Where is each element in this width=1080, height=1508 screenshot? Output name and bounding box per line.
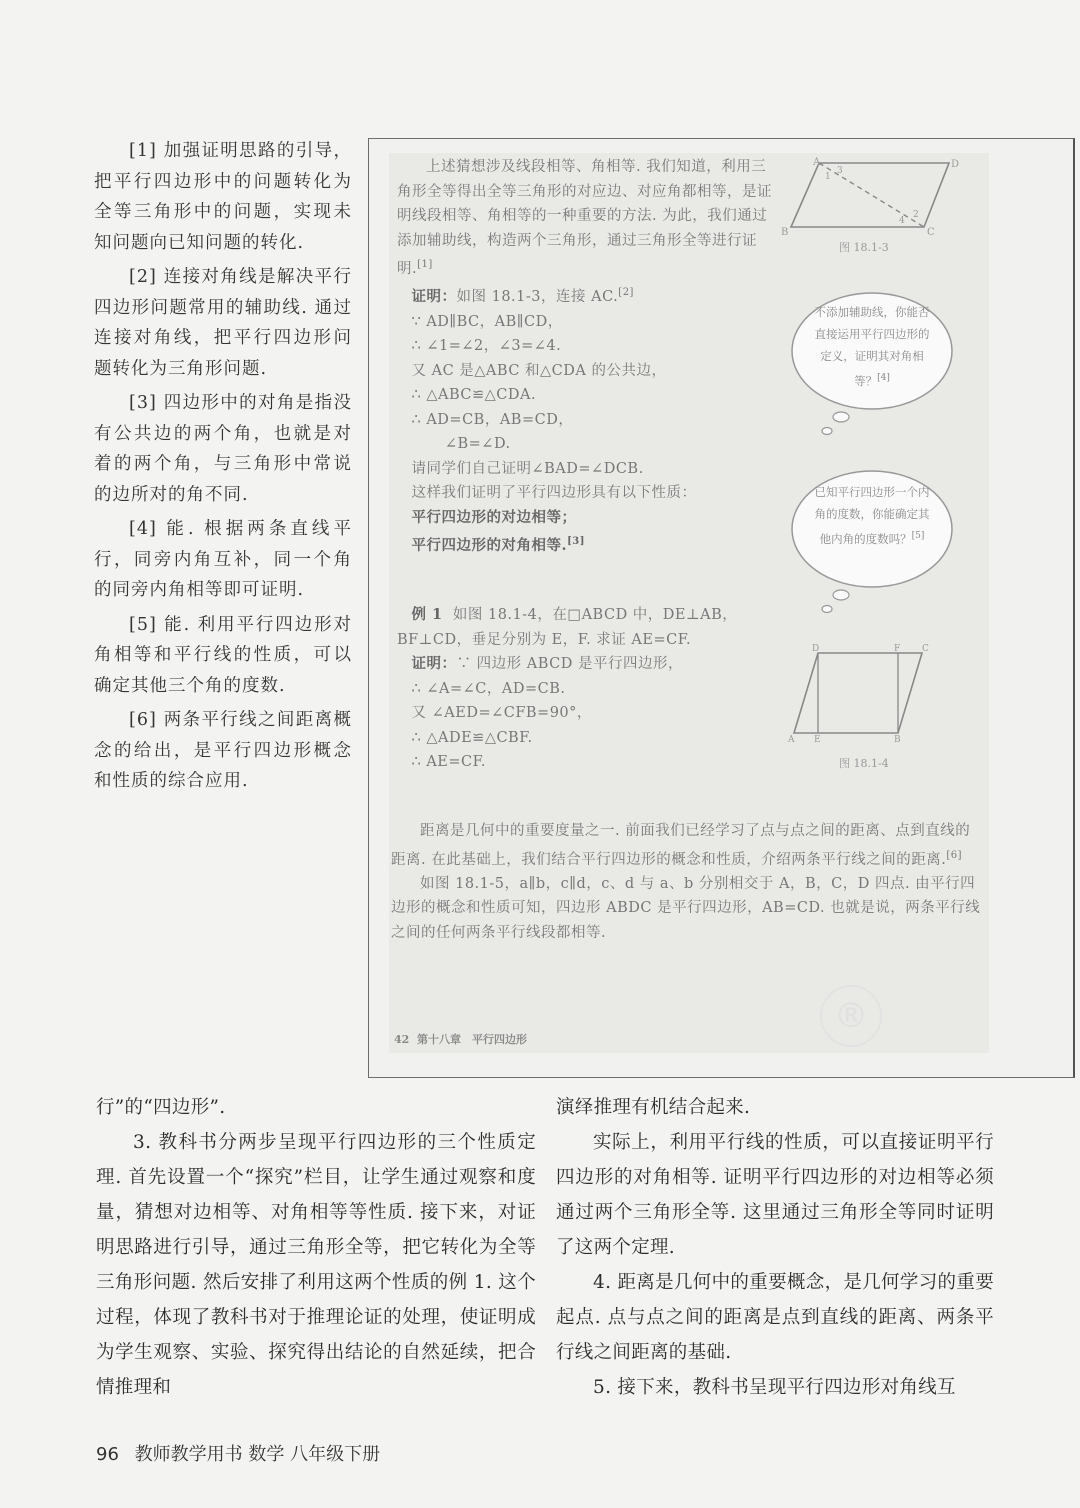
proof-line: ∴ △ABC≌△CDA. (411, 387, 537, 404)
label-B: B (781, 227, 789, 237)
example-proof-line: ∵ 四边形 ABCD 是平行四边形， (456, 656, 683, 672)
body-paragraph: 演绎推理有机结合起来. (556, 1097, 751, 1118)
label-C: C (922, 644, 929, 654)
proof-label: 证明： (411, 288, 457, 306)
label-A: A (813, 157, 821, 168)
label-E: E (814, 735, 821, 743)
proof-line: ∴ ∠1=∠2，∠3=∠4. (411, 338, 562, 355)
body-right-column (556, 1090, 994, 1405)
proof-line: 又 AC 是△ABC 和△CDA 的公共边， (411, 362, 667, 379)
example-text: 如图 18.1-4，在□ABCD 中，DE⊥AB，BF⊥CD，垂足分别为 E，F. 求证 AE=CF. (397, 607, 738, 648)
figure-1-caption: 图 18.1-3 (839, 241, 889, 254)
body-paragraph: 实际上，利用平行线的性质，可以直接证明平行四边形的对角相等. 证明平行四边形的对边相等必须通过两个三角形全等. 这里通过三角形全等同时证明了这两个定理. (556, 1132, 994, 1258)
ref-1: [1] (417, 259, 433, 270)
example-label: 例 1 (411, 606, 443, 623)
distance-paragraph: 距离是几何中的重要度量之一. 前面我们已经学习了点与点之间的距离、点到直线的距离. 在此基础上，我们结合平行四边形的概念和性质，介绍两条平行线之间的距离. (391, 823, 971, 868)
page-number: 96 (96, 1444, 119, 1465)
example-proof-line: ∴ AE=CF. (411, 754, 487, 770)
proof-line: ∵ AD∥BC，AB∥CD， (411, 313, 563, 330)
textbook-intro-block (397, 155, 777, 558)
page-footer (96, 1440, 380, 1466)
margin-notes (94, 136, 352, 801)
parallel-paragraph: 如图 18.1-5，a∥b，c∥d，c、d 与 a、b 分别相交于 A，B，C，D 四点. 由平行四边形的概念和性质可知，四边形 ABDC 是平行四边形，AB=CD. 也就是说，两条平行线之间的任何两条平行线段都相等. (391, 875, 981, 941)
proof-line: ∠B=∠D. (444, 436, 511, 453)
exercise-text: 请同学们自己证明∠BAD=∠DCB. (411, 460, 644, 477)
label-D: D (812, 644, 820, 654)
angle-label: 2 (913, 210, 919, 220)
proof-head: 如图 18.1-3，连接 AC. (456, 289, 619, 306)
example-proof-line: ∴ ∠A=∠C，AD=CB. (411, 680, 566, 697)
note-6: [6] 两条平行线之间距离概念的给出，是平行四边形概念和性质的综合应用. (94, 710, 352, 791)
example-1-block (397, 603, 785, 775)
body-paragraph: 4. 距离是几何中的重要概念，是几何学习的重要起点. 点与点之间的距离是点到直线的距离、两条平行线之间距离的基础. (556, 1272, 994, 1363)
figure-2-caption: 图 18.1-4 (839, 757, 889, 770)
bubble-1-text: 不添加辅助线，你能否直接运用平行四边形的定义，证明其对角相等？[4] (814, 305, 930, 388)
bubble-2-text: 已知平行四边形一个内角的度数，你能确定其他内角的度数吗？[5] (814, 485, 930, 546)
intro-text: 上述猜想涉及线段相等、角相等. 我们知道，利用三角形全等得出全等三角形的对应边、对应角都相等，是证明线段相等、角相等的一种重要的方法. 为此，我们通过添加辅助线，构造两个三角形，通过三角形全等进行证明. (397, 159, 772, 277)
angle-label: 1 (825, 172, 831, 182)
example-proof-label: 证明： (411, 655, 457, 672)
textbook-page-inset (368, 138, 1075, 1078)
ref-2: [2] (618, 287, 634, 299)
property-2: 平行四边形的对角相等. (411, 536, 568, 554)
body-paragraph: 5. 接下来，教科书呈现平行四边形对角线互 (593, 1377, 956, 1398)
note-1: [1] 加强证明思路的引导，把平行四边形中的问题转化为全等三角形中的问题，实现未知问题向已知问题的转化. (94, 141, 352, 253)
note-2: [2] 连接对角线是解决平行四边形问题常用的辅助线. 通过连接对角线，把平行四边形问题转化为三角形问题. (94, 267, 352, 379)
distance-block (391, 819, 981, 945)
angle-label: 3 (837, 166, 843, 176)
parallelogram-figure-2 (774, 643, 934, 743)
angle-label: 4 (899, 216, 905, 226)
example-proof-line: ∴ △ADE≌△CBF. (411, 729, 533, 746)
body-paragraph: 3. 教科书分两步呈现平行四边形的三个性质定理. 首先设置一个“探究”栏目，让学生通过观察和度量，猜想对边相等、对角相等等性质. 接下来，对证明思路进行引导，通过三角形全等，把它转化为全等三角形问题. 然后安排了利用这两个性质的例 1. 这个过程，体现了教科书对于推理论证的处理，使证明成为学生观察、实验、探究得出结论的自然延续，把合情推理和 (96, 1132, 536, 1398)
ref-6: [6] (946, 849, 962, 861)
conclusion-text: 这样我们证明了平行四边形具有以下性质： (411, 485, 697, 502)
parallelogram-figure-1 (779, 157, 959, 237)
textbook-page-number: 42 (394, 1033, 410, 1046)
note-3: [3] 四边形中的对角是指没有公共边的两个角，也就是对着的两个角，与三角形中常说的边所对的角不同. (94, 393, 352, 505)
book-title: 教师教学用书 数学 八年级下册 (134, 1444, 381, 1465)
ref-4: [4] (877, 373, 890, 383)
textbook-chapter: 第十八章 平行四边形 (416, 1033, 527, 1046)
note-4: [4] 能. 根据两条直线平行，同旁内角互补，同一个角的同旁内角相等即可证明. (94, 519, 352, 600)
label-B: B (894, 735, 901, 743)
label-F: F (894, 644, 901, 654)
textbook-footer (394, 1031, 527, 1047)
ref-5: [5] (911, 531, 925, 541)
proof-line: ∴ AD=CB，AB=CD， (411, 411, 574, 428)
label-C: C (927, 227, 935, 237)
ref-3: [3] (567, 536, 585, 548)
label-A: A (788, 735, 795, 743)
property-1: 平行四边形的对边相等； (411, 508, 577, 526)
body-paragraph: 行”的“四边形”. (96, 1097, 226, 1118)
note-5: [5] 能. 利用平行四边形对角相等和平行线的性质，可以确定其他三个角的度数. (94, 614, 352, 696)
label-D: D (951, 159, 959, 170)
body-left-column (96, 1090, 536, 1405)
example-proof-line: 又 ∠AED=∠CFB=90°， (411, 705, 592, 721)
registered-watermark: ® (820, 985, 882, 1047)
